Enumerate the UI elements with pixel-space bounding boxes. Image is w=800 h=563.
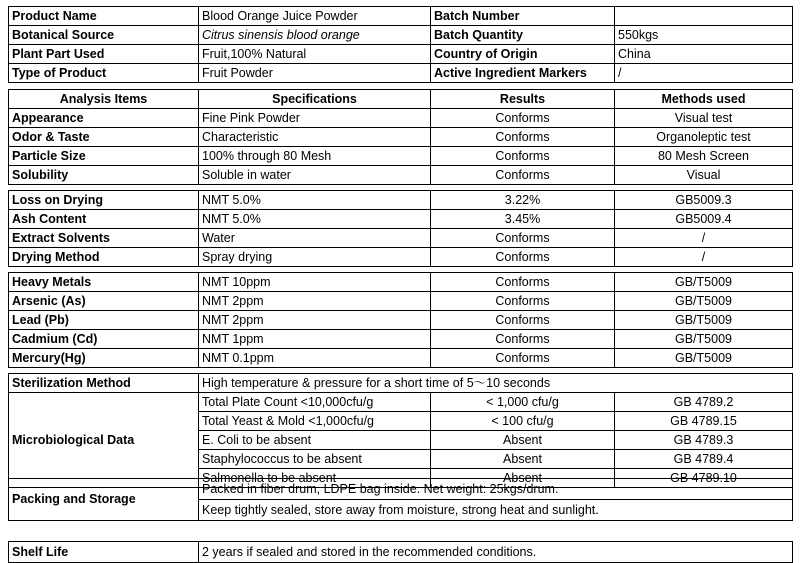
info-value: Blood Orange Juice Powder — [199, 7, 431, 26]
analysis-spec: NMT 2ppm — [199, 311, 431, 330]
micro-label: Microbiological Data — [9, 393, 199, 488]
column-header: Methods used — [615, 90, 793, 109]
info-label: Botanical Source — [9, 26, 199, 45]
analysis-spec: NMT 5.0% — [199, 210, 431, 229]
analysis-item: Lead (Pb) — [9, 311, 199, 330]
analysis-result: Conforms — [431, 109, 615, 128]
analysis-method: Visual test — [615, 109, 793, 128]
analysis-spec: NMT 1ppm — [199, 330, 431, 349]
analysis-item: Drying Method — [9, 248, 199, 267]
analysis-spec: Soluble in water — [199, 166, 431, 185]
spacer-row — [9, 521, 793, 542]
analysis-row — [9, 166, 793, 185]
analysis-row — [9, 128, 793, 147]
analysis-item: Loss on Drying — [9, 191, 199, 210]
info-row — [9, 7, 793, 26]
analysis-item: Arsenic (As) — [9, 292, 199, 311]
micro-method: GB 4789.2 — [615, 393, 793, 412]
micro-spec: Salmonella to be absent — [199, 469, 431, 488]
info-value-2: / — [615, 64, 793, 83]
info-value-2: 550kgs — [615, 26, 793, 45]
info-label: Product Name — [9, 7, 199, 26]
analysis-row — [9, 147, 793, 166]
info-label-2: Batch Quantity — [431, 26, 615, 45]
analysis-method: GB/T5009 — [615, 273, 793, 292]
info-value: Fruit,100% Natural — [199, 45, 431, 64]
analysis-spec: 100% through 80 Mesh — [199, 147, 431, 166]
info-value: Citrus sinensis blood orange — [199, 26, 431, 45]
analysis-row — [9, 311, 793, 330]
analysis-item: Cadmium (Cd) — [9, 330, 199, 349]
analysis-method: Visual — [615, 166, 793, 185]
storage-table — [8, 478, 793, 563]
packing-line-1: Packed in fiber drum, LDPE bag inside. Net weight: 25kgs/drum. — [199, 479, 793, 500]
analysis-spec: NMT 5.0% — [199, 191, 431, 210]
info-label: Plant Part Used — [9, 45, 199, 64]
analysis-method: GB/T5009 — [615, 330, 793, 349]
analysis-spec: NMT 10ppm — [199, 273, 431, 292]
info-value-2: China — [615, 45, 793, 64]
micro-spec: E. Coli to be absent — [199, 431, 431, 450]
column-header: Results — [431, 90, 615, 109]
analysis-item: Solubility — [9, 166, 199, 185]
analysis-result: Conforms — [431, 311, 615, 330]
info-label: Type of Product — [9, 64, 199, 83]
micro-row — [9, 393, 793, 412]
micro-method: GB 4789.15 — [615, 412, 793, 431]
analysis-spec: Characteristic — [199, 128, 431, 147]
analysis-spec: NMT 0.1ppm — [199, 349, 431, 368]
micro-method: GB 4789.3 — [615, 431, 793, 450]
micro-method: GB 4789.4 — [615, 450, 793, 469]
analysis-method: GB/T5009 — [615, 349, 793, 368]
micro-result: < 1,000 cfu/g — [431, 393, 615, 412]
analysis-row — [9, 248, 793, 267]
analysis-result: 3.22% — [431, 191, 615, 210]
analysis-result: Conforms — [431, 292, 615, 311]
micro-spec: Total Yeast & Mold <1,000cfu/g — [199, 412, 431, 431]
sterilization-value: High temperature & pressure for a short time of 5～10 seconds — [199, 374, 793, 393]
info-row — [9, 45, 793, 64]
info-label-2: Batch Number — [431, 7, 615, 26]
analysis-result: Conforms — [431, 229, 615, 248]
analysis-item: Extract Solvents — [9, 229, 199, 248]
analysis-spec: Spray drying — [199, 248, 431, 267]
packing-row — [9, 479, 793, 500]
analysis-row — [9, 191, 793, 210]
info-value-2 — [615, 7, 793, 26]
analysis-item: Particle Size — [9, 147, 199, 166]
micro-method: GB 4789.10 — [615, 469, 793, 488]
info-row — [9, 26, 793, 45]
packing-line-2: Keep tightly sealed, store away from moisture, strong heat and sunlight. — [199, 500, 793, 521]
sterilization-label: Sterilization Method — [9, 374, 199, 393]
info-label-2: Active Ingredient Markers — [431, 64, 615, 83]
analysis-spec: Fine Pink Powder — [199, 109, 431, 128]
analysis-result: Conforms — [431, 349, 615, 368]
analysis-row — [9, 273, 793, 292]
analysis-row — [9, 349, 793, 368]
analysis-method: GB/T5009 — [615, 311, 793, 330]
analysis-method: Organoleptic test — [615, 128, 793, 147]
analysis-result: 3.45% — [431, 210, 615, 229]
analysis-item: Mercury(Hg) — [9, 349, 199, 368]
info-row — [9, 64, 793, 83]
analysis-spec: NMT 2ppm — [199, 292, 431, 311]
analysis-method: GB5009.3 — [615, 191, 793, 210]
analysis-item: Ash Content — [9, 210, 199, 229]
analysis-row — [9, 229, 793, 248]
analysis-spec: Water — [199, 229, 431, 248]
micro-result: Absent — [431, 469, 615, 488]
info-label-2: Country of Origin — [431, 45, 615, 64]
column-header-row — [9, 90, 793, 109]
sterilization-row — [9, 374, 793, 393]
micro-spec: Total Plate Count <10,000cfu/g — [199, 393, 431, 412]
analysis-method: GB5009.4 — [615, 210, 793, 229]
column-header: Specifications — [199, 90, 431, 109]
analysis-method: / — [615, 248, 793, 267]
shelf-life-value: 2 years if sealed and stored in the recommended conditions. — [199, 542, 793, 563]
analysis-item: Appearance — [9, 109, 199, 128]
micro-result: Absent — [431, 431, 615, 450]
micro-spec: Staphylococcus to be absent — [199, 450, 431, 469]
shelf-life-label: Shelf Life — [9, 542, 199, 563]
analysis-result: Conforms — [431, 330, 615, 349]
analysis-row — [9, 292, 793, 311]
analysis-result: Conforms — [431, 248, 615, 267]
packing-label: Packing and Storage — [9, 479, 199, 521]
micro-result: Absent — [431, 450, 615, 469]
analysis-row — [9, 210, 793, 229]
analysis-method: GB/T5009 — [615, 292, 793, 311]
product-info-table — [8, 6, 793, 83]
micro-result: < 100 cfu/g — [431, 412, 615, 431]
analysis-table — [8, 89, 793, 488]
analysis-result: Conforms — [431, 273, 615, 292]
analysis-result: Conforms — [431, 128, 615, 147]
analysis-method: / — [615, 229, 793, 248]
analysis-item: Heavy Metals — [9, 273, 199, 292]
column-header: Analysis Items — [9, 90, 199, 109]
analysis-row — [9, 109, 793, 128]
shelf-life-row — [9, 542, 793, 563]
analysis-method: 80 Mesh Screen — [615, 147, 793, 166]
analysis-row — [9, 330, 793, 349]
analysis-item: Odor & Taste — [9, 128, 199, 147]
info-value: Fruit Powder — [199, 64, 431, 83]
analysis-result: Conforms — [431, 166, 615, 185]
analysis-result: Conforms — [431, 147, 615, 166]
